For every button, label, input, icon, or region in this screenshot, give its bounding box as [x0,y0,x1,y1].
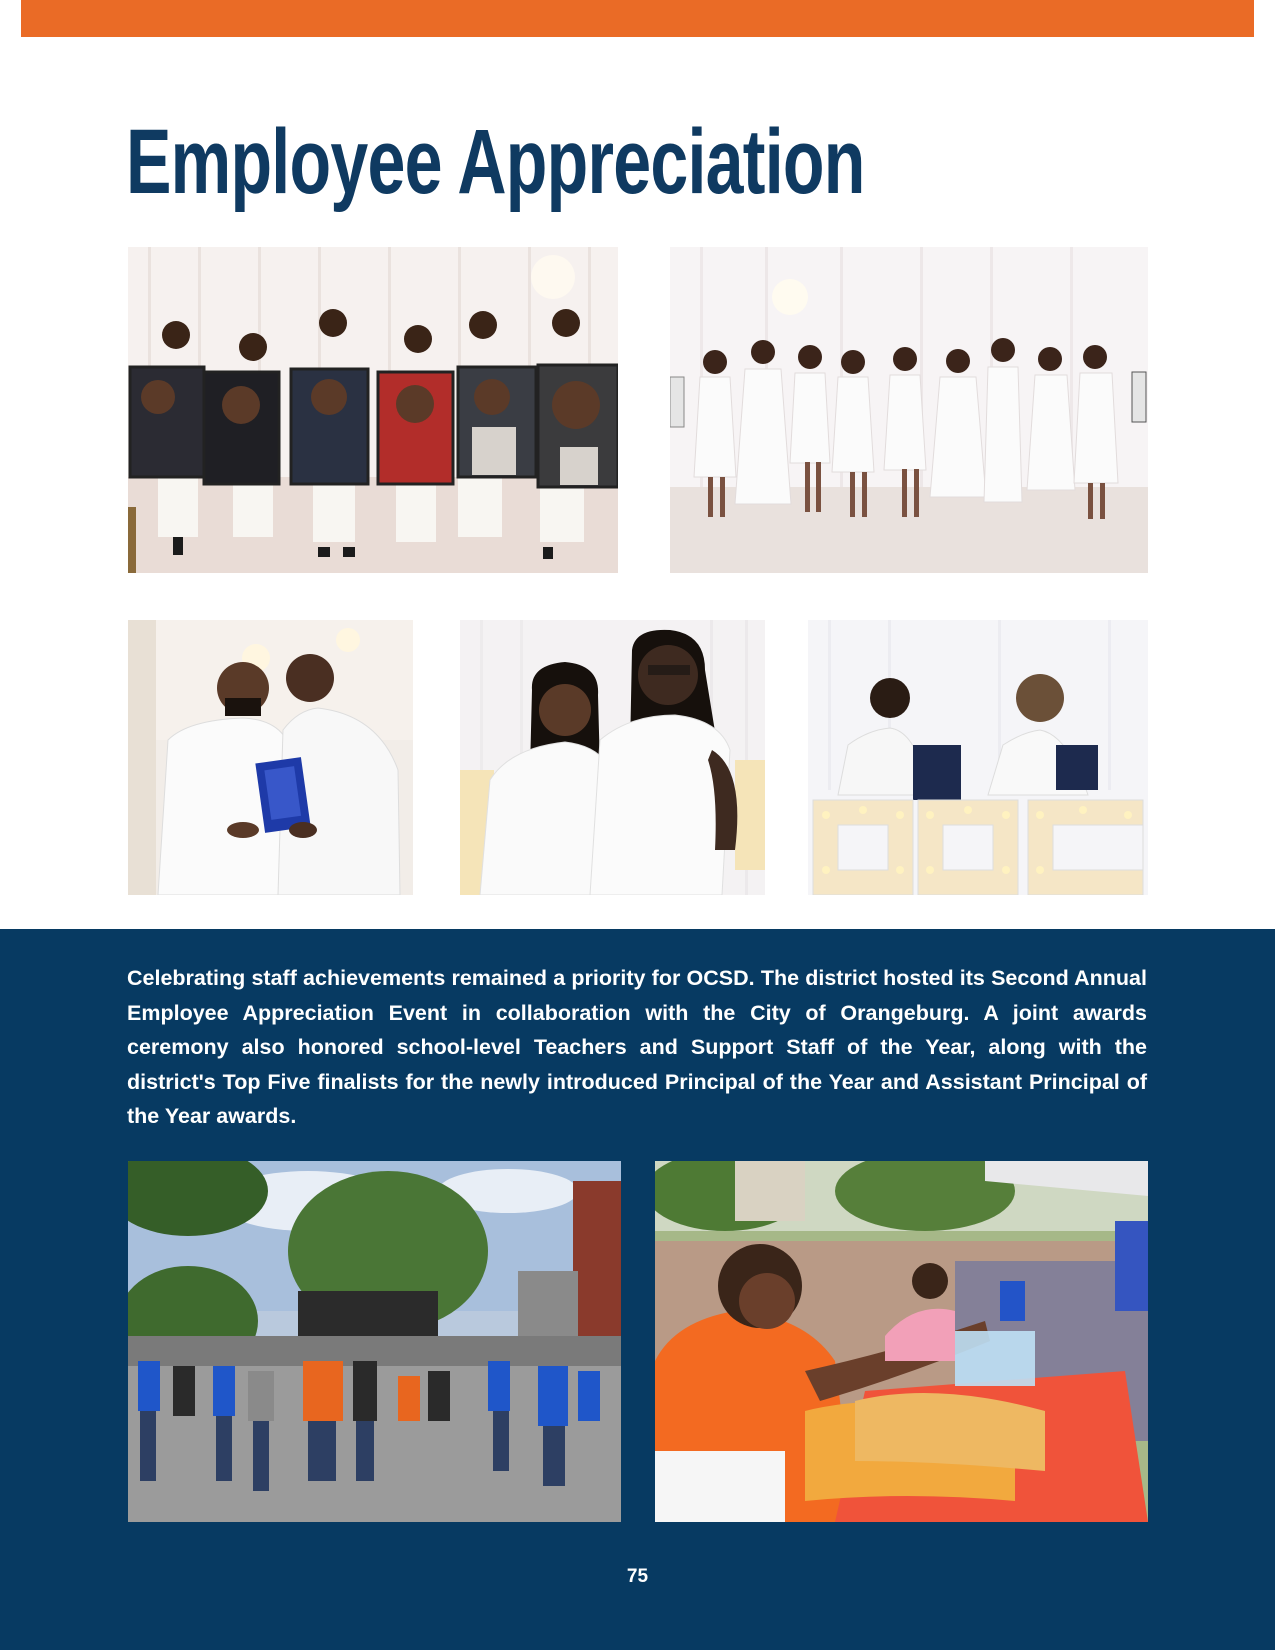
outdoor-crowd-photo [128,1161,621,1522]
two-men-award-photo [128,620,413,895]
honorees-group-photo [670,247,1148,573]
ocsd-marquee-photo [808,620,1148,895]
page-number: 75 [626,1566,649,1587]
two-women-photo [460,620,765,895]
principals-with-portraits-photo [128,247,618,573]
event-summary-text: Celebrating staff achievements remained a priority for OCSD. The district hosted its Second Annual Employee Appreciation Event in collaboration with the City of Orangeburg. A joint awards ceremony also honored school-level Teachers and Support Staff of the Year, along with the district's Top Five finalists for the newly introduced Principal of the Year and Assistant Principal of the Year awards. [127,966,1147,1128]
page-title: Employee Appreciation [126,111,865,213]
top-accent-bar [21,0,1254,37]
outdoor-table-photo [655,1161,1148,1522]
